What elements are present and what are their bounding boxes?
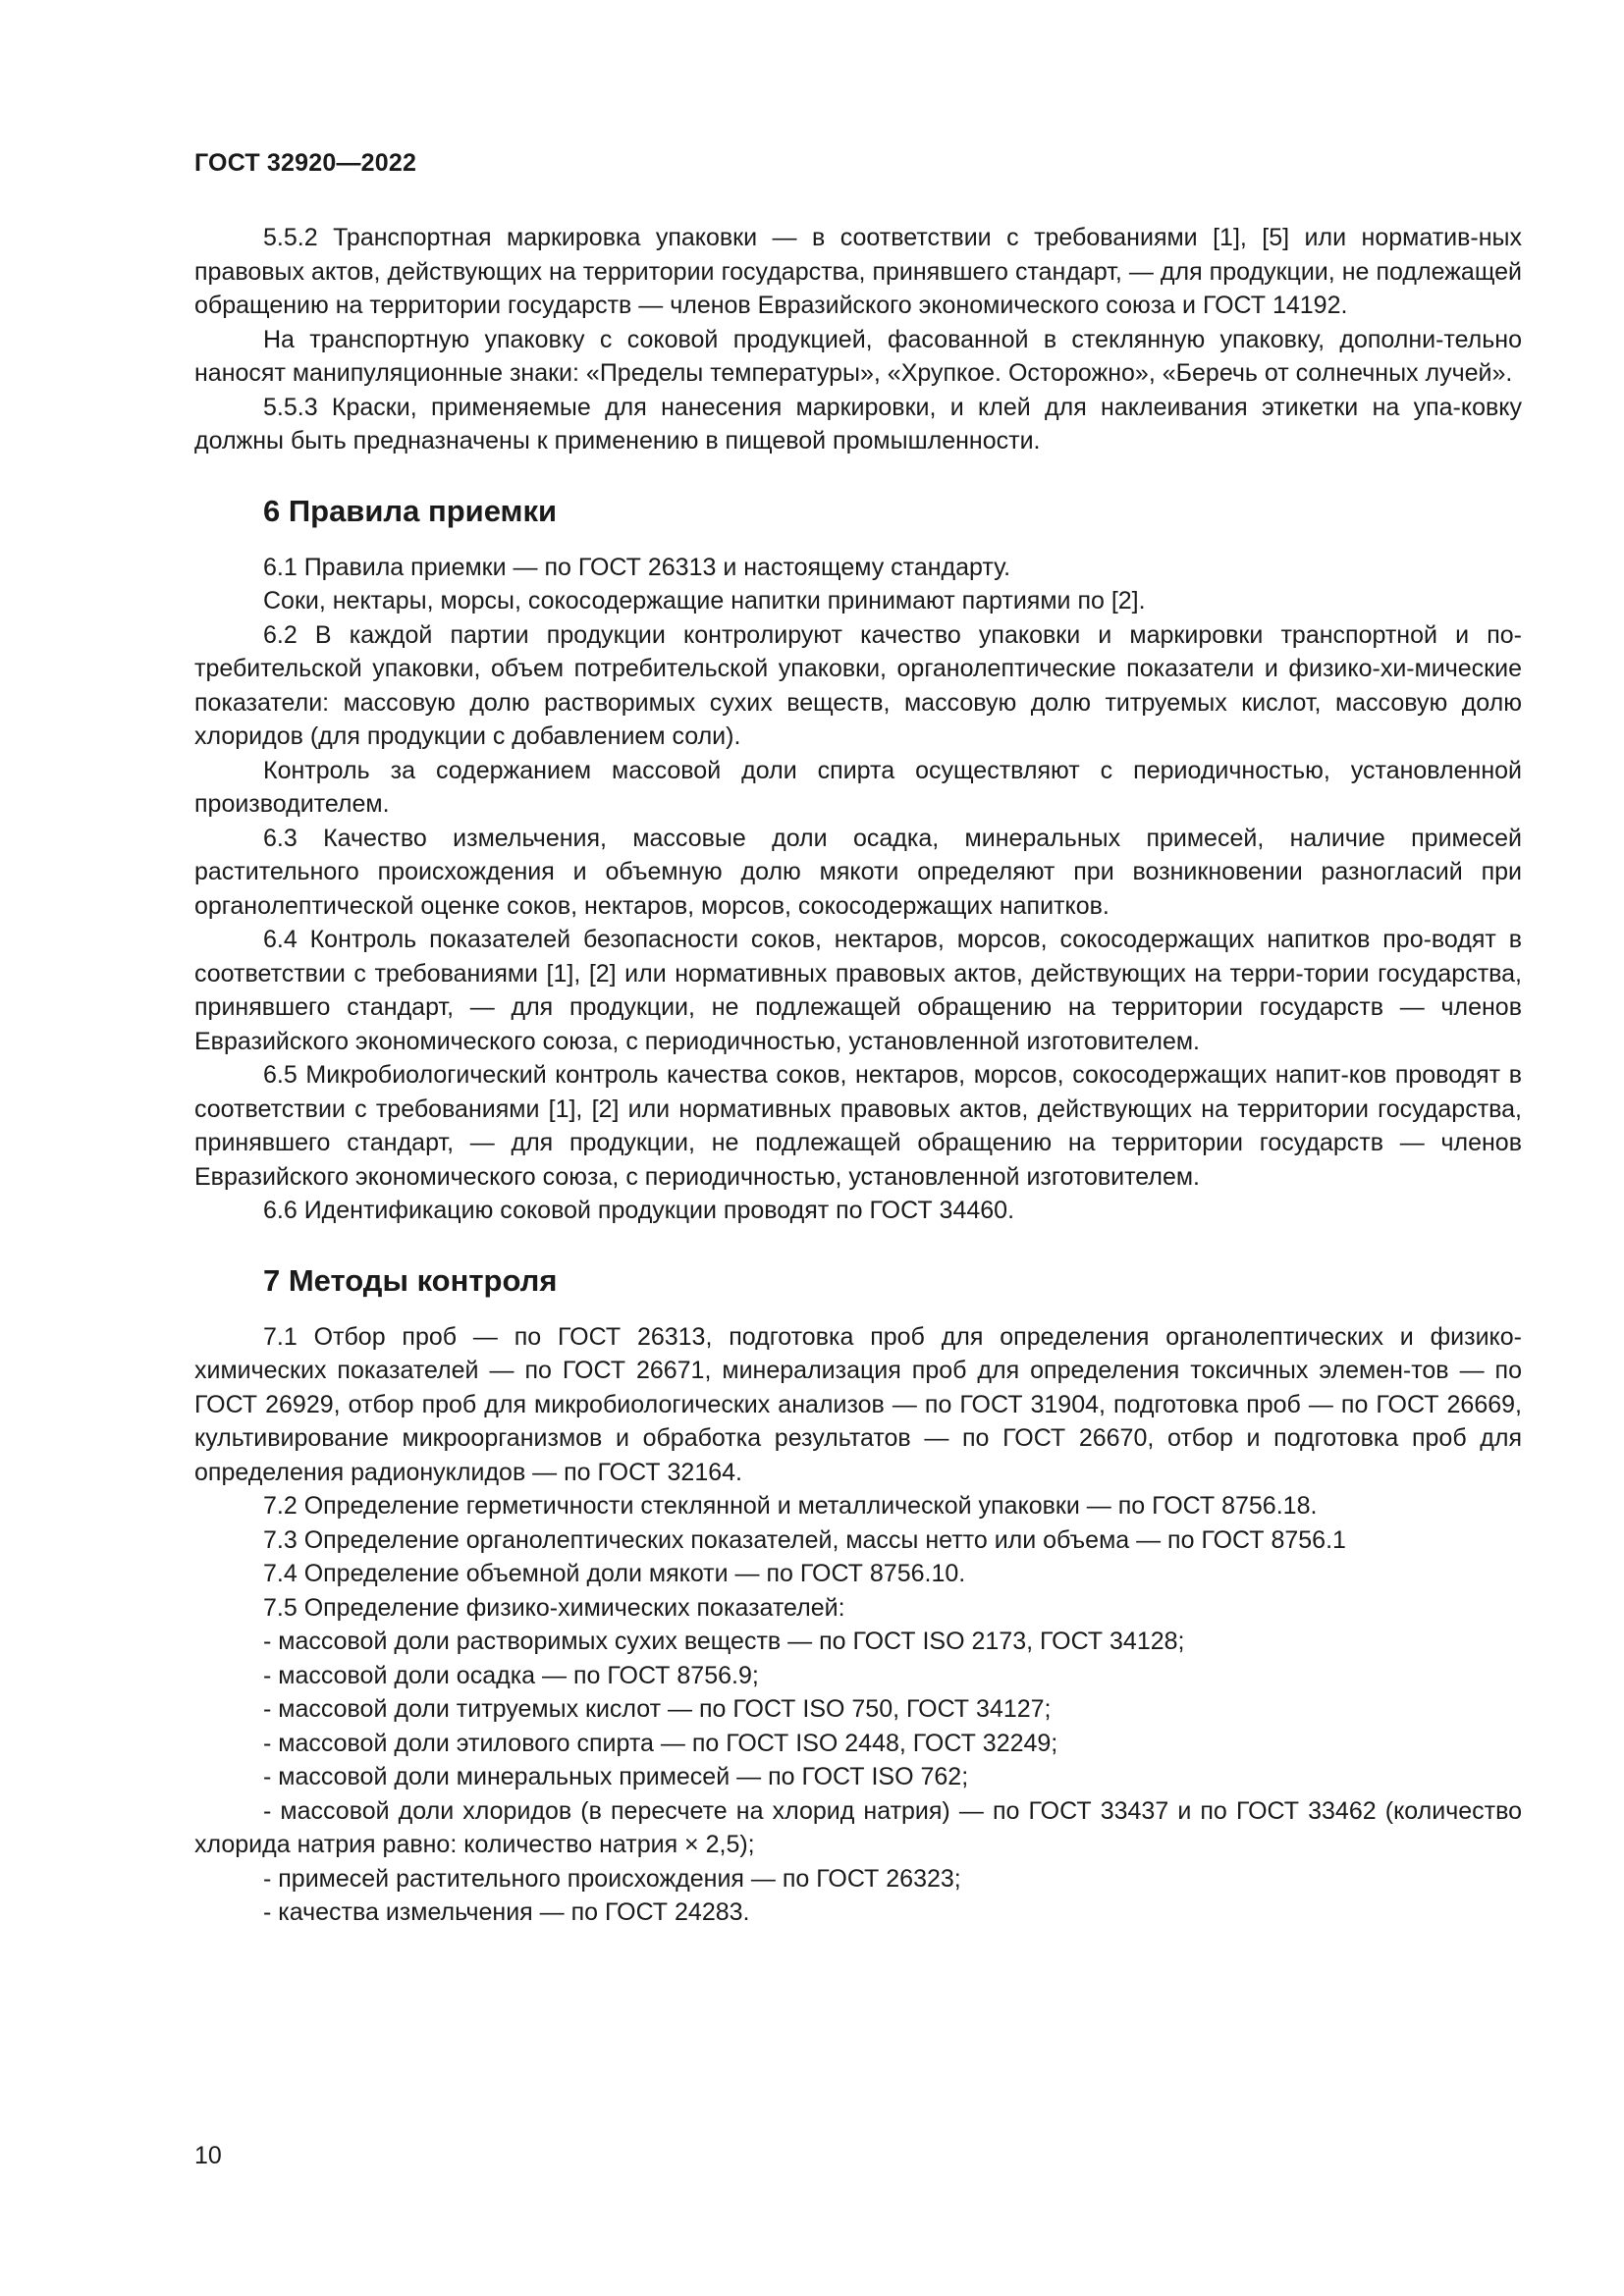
list-item-titratable-acids: - массовой доли титруемых кислот — по ГОСТ ISO 750, ГОСТ 34127; xyxy=(263,1695,1052,1723)
document-header: ГОСТ 32920—2022 xyxy=(194,149,417,177)
list-item-soluble-solids: - массовой доли растворимых сухих веществ — по ГОСТ ISO 2173, ГОСТ 34128; xyxy=(263,1628,1185,1655)
paragraph-7-3: 7.3 Определение органолептических показателей, массы нетто или объема — по ГОСТ 8756.1 xyxy=(263,1525,1346,1554)
section-heading-7: 7 Методы контроля xyxy=(263,1262,558,1298)
section-heading-6: 6 Правила приемки xyxy=(263,493,558,528)
document-body xyxy=(194,221,1522,1930)
list-item-ethyl-alcohol: - массовой доли этилового спирта — по ГОСТ ISO 2448, ГОСТ 32249; xyxy=(263,1729,1058,1757)
paragraph-5-5-2-manipulation-signs: На транспортную упаковку с соковой продукцией, фасованной в стеклянную упаковку, дополни-тельно наносят манипуляционные знаки: «Пределы температуры», «Хрупкое. Осторожно», «Беречь от солнечных лучей». xyxy=(194,325,1522,387)
paragraph-6-1-batches: Соки, нектары, морсы, сокосодержащие напитки принимают партиями по [2]. xyxy=(263,587,1146,614)
paragraph-5-5-3: 5.5.3 Краски, применяемые для нанесения маркировки, и клей для наклеивания этикетки на упа-ковку должны быть предназначены к применению в пищевой промышленности. xyxy=(194,393,1522,454)
paragraph-6-3: 6.3 Качество измельчения, массовые доли осадка, минеральных примесей, наличие примесей растительного происхождения и объемную долю мякоти определяют при возникновении разногласий при органолептической оценке соков, нектаров, морсов, сокосодержащих напитков. xyxy=(194,824,1522,920)
paragraph-6-4: 6.4 Контроль показателей безопасности соков, нектаров, морсов, сокосодержащих напитков про-водят в соответствии с требованиями [1], [2] или нормативных правовых актов, действующих на терри-тории государства, принявшего стандарт, — для продукции, не подлежащей обращению на территории государств — членов Евразийского экономического союза, с периодичностью, установленной изготовителем. xyxy=(194,926,1522,1055)
list-item-sediment: - массовой доли осадка — по ГОСТ 8756.9; xyxy=(263,1661,759,1689)
paragraph-6-6: 6.6 Идентификацию соковой продукции проводят по ГОСТ 34460. xyxy=(263,1197,1015,1224)
section-7 xyxy=(194,1261,1522,1930)
paragraph-6-5: 6.5 Микробиологический контроль качества соков, нектаров, морсов, сокосодержащих напит-ков проводят в соответствии с требованиями [1], [2] или нормативных правовых актов, действующих на территории государства, принявшего стандарт, — для продукции, не подлежащей обращению на территории государств — членов Евразийского экономического союза, с периодичностью, установленной изготовителем. xyxy=(194,1061,1522,1191)
paragraph-6-2: 6.2 В каждой партии продукции контролируют качество упаковки и маркировки транспортной и по-требительской упаковки, объем потребительской упаковки, органолептические показатели и физико-хи-мические показатели: массовую долю растворимых сухих веществ, массовую долю титруемых кислот, массовую долю хлоридов (для продукции с добавлением соли). xyxy=(194,620,1522,750)
paragraph-7-4: 7.4 Определение объемной доли мякоти — по ГОСТ 8756.10. xyxy=(263,1560,966,1587)
paragraph-6-2-alcohol-control: Контроль за содержанием массовой доли спирта осуществляют с периодичностью, установленной производителем. xyxy=(194,756,1522,818)
paragraph-7-2: 7.2 Определение герметичности стеклянной и металлической упаковки — по ГОСТ 8756.18. xyxy=(263,1492,1318,1520)
list-item-chlorides: - массовой доли хлоридов (в пересчете на хлорид натрия) — по ГОСТ 33437 и по ГОСТ 33462 (количество хлорида натрия равно: количество натрия × 2,5); xyxy=(194,1796,1522,1858)
paragraph-5-5-2: 5.5.2 Транспортная маркировка упаковки — в соответствии с требованиями [1], [5] или норматив-ных правовых актов, действующих на территории государства, принявшего стандарт, — для продукции, не подлежащей обращению на территории государств — членов Евразийского экономического союза и ГОСТ 14192. xyxy=(194,224,1522,319)
list-item-grinding-quality: - качества измельчения — по ГОСТ 24283. xyxy=(263,1898,750,1926)
paragraph-7-5: 7.5 Определение физико-химических показателей: xyxy=(263,1593,845,1622)
paragraph-7-1: 7.1 Отбор проб — по ГОСТ 26313, подготовка проб для определения органолептических и физико-химических показателей — по ГОСТ 26671, минерализация проб для определения токсичных элемен-тов — по ГОСТ 26929, отбор проб для микробиологических анализов — по ГОСТ 31904, подготовка проб — по ГОСТ 26669, культивирование микроорганизмов и обработка результатов — по ГОСТ 26670, отбор и подготовка проб для определения радионуклидов — по ГОСТ 32164. xyxy=(194,1322,1522,1486)
list-item-mineral-impurities: - массовой доли минеральных примесей — по ГОСТ ISO 762; xyxy=(263,1763,969,1790)
section-5-continuation xyxy=(194,221,1522,458)
page-number: 10 xyxy=(194,2142,222,2169)
list-item-plant-impurities: - примесей растительного происхождения — по ГОСТ 26323; xyxy=(263,1864,961,1893)
section-6 xyxy=(194,492,1522,1228)
paragraph-6-1: 6.1 Правила приемки — по ГОСТ 26313 и настоящему стандарту. xyxy=(263,553,1011,581)
